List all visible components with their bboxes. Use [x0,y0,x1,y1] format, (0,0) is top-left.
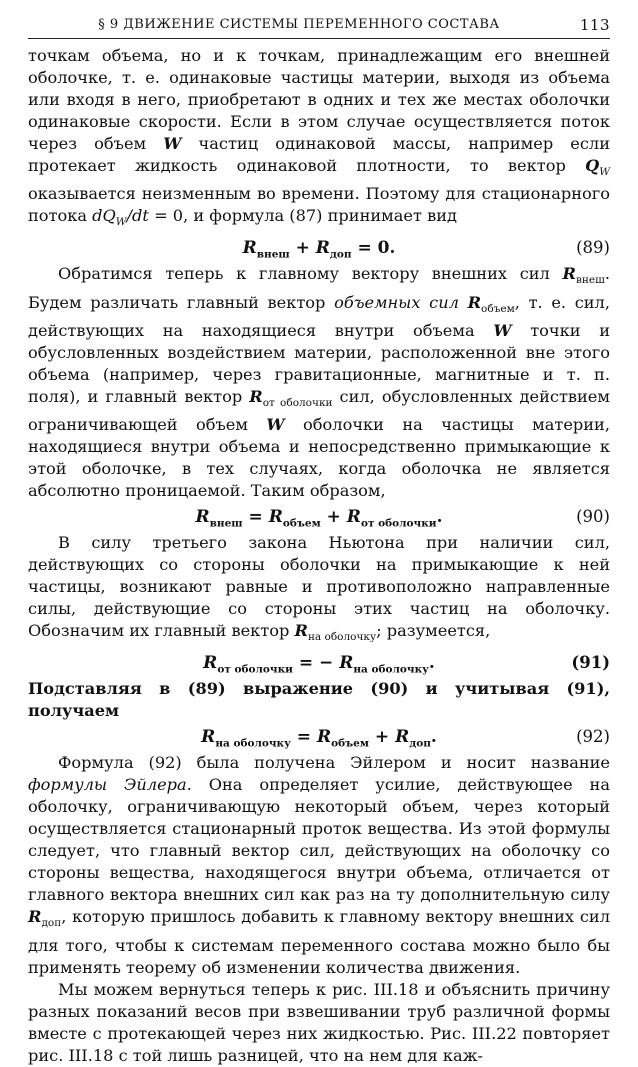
page-number: 113 [579,16,610,34]
equation-92: $R_{на оболочку} = R_{объем} + R_{доп}$. (92) [28,722,610,752]
equation-91: $R_{от оболочки}$ = − $R_{на оболочку}$. (91) [28,648,610,678]
book-page [28,14,610,1067]
equation-89: $R_{внеш} + R_{доп} = 0$. (89) [28,233,610,263]
equation-number: (90) [576,507,610,527]
equation-number: (89) [576,238,610,258]
running-title: § 9 ДВИЖЕНИЕ СИСТЕМЫ ПЕРЕМЕННОГО СОСТАВА [98,17,500,32]
paragraph-4: Подставляя в (89) выражение (90) и учитывая (91), получаем [28,679,610,721]
equation-number: (91) [571,653,610,673]
page-body [28,45,610,1067]
paragraph-1: точкам объема, но и к точкам, принадлежащим его внешней оболочке, т. е. одинаковые частицы материи, выходя из объема или входя в него, приобретают в одних и тех же местах оболочки одинаковые скорости. Если в этом случае осуществляется поток через объем W частиц одинаковой массы, например если протекает жидкость одинаковой плотности, то вектор $Q_W$ оказывается неизменным во времени. Поэтому для стационарного потока $dQ_W/dt = 0$, и формула (87) принимает вид [28,46,610,229]
equation-number: (92) [576,727,610,747]
equation-90: $R_{внеш} = R_{объем} + R_{от оболочки}$. (90) [28,502,610,532]
paragraph-3: В силу третьего закона Ньютона при наличии сил, действующих со стороны оболочки на примыкающие к ней частицы, возникают равные и противоположно направленные силы, действующие со стороны этих частиц на оболочку. Обозначим их главный вектор $R_{на оболочку}$; разумеется, [28,533,610,644]
paragraph-6: Мы можем вернуться теперь к рис. III.18 и объяснить причину разных показаний весов при взвешивании труб различной формы вместе с протекающей через них жидкостью. Рис. III.22 повторяет рис. III.18 с той лишь разницей, что на нем для каж- [28,979,610,1065]
paragraph-5: Формула (92) была получена Эйлером и носит название формулы Эйлера. Она определяет усилие, действующее на оболочку, ограничивающую некоторый объем, через который осуществляется стационарный проток вещества. Из этой формулы следует, что главный вектор сил, действующих на оболочку со стороны вещества, находящегося внутри объема, отличается от главного вектора внешних сил как раз на ту дополнительную силу $R_{доп}$, которую пришлось добавить к главному вектору внешних сил для того, чтобы к системам переменного состава можно было бы применять теорему об изменении количества движения. [28,753,610,977]
page-header [28,14,610,39]
paragraph-2: Обратимся теперь к главному вектору внешних сил $R_{внеш}$. Будем различать главный вектор объемных сил $R_{объем}$, т. е. сил, действующих на находящиеся внутри объема W точки и обусловленных воздействием материи, расположенной вне этого объема (например, через гравитационные, магнитные и т. п. поля), и главный вектор $R_{от оболочки}$ сил, обусловленных действием ограничивающей объем W оболочки на частицы материи, находящиеся внутри объема и непосредственно примыкающие к этой оболочке, в тех случаях, когда оболочка не является абсолютно проницаемой. Таким образом, [28,264,611,501]
